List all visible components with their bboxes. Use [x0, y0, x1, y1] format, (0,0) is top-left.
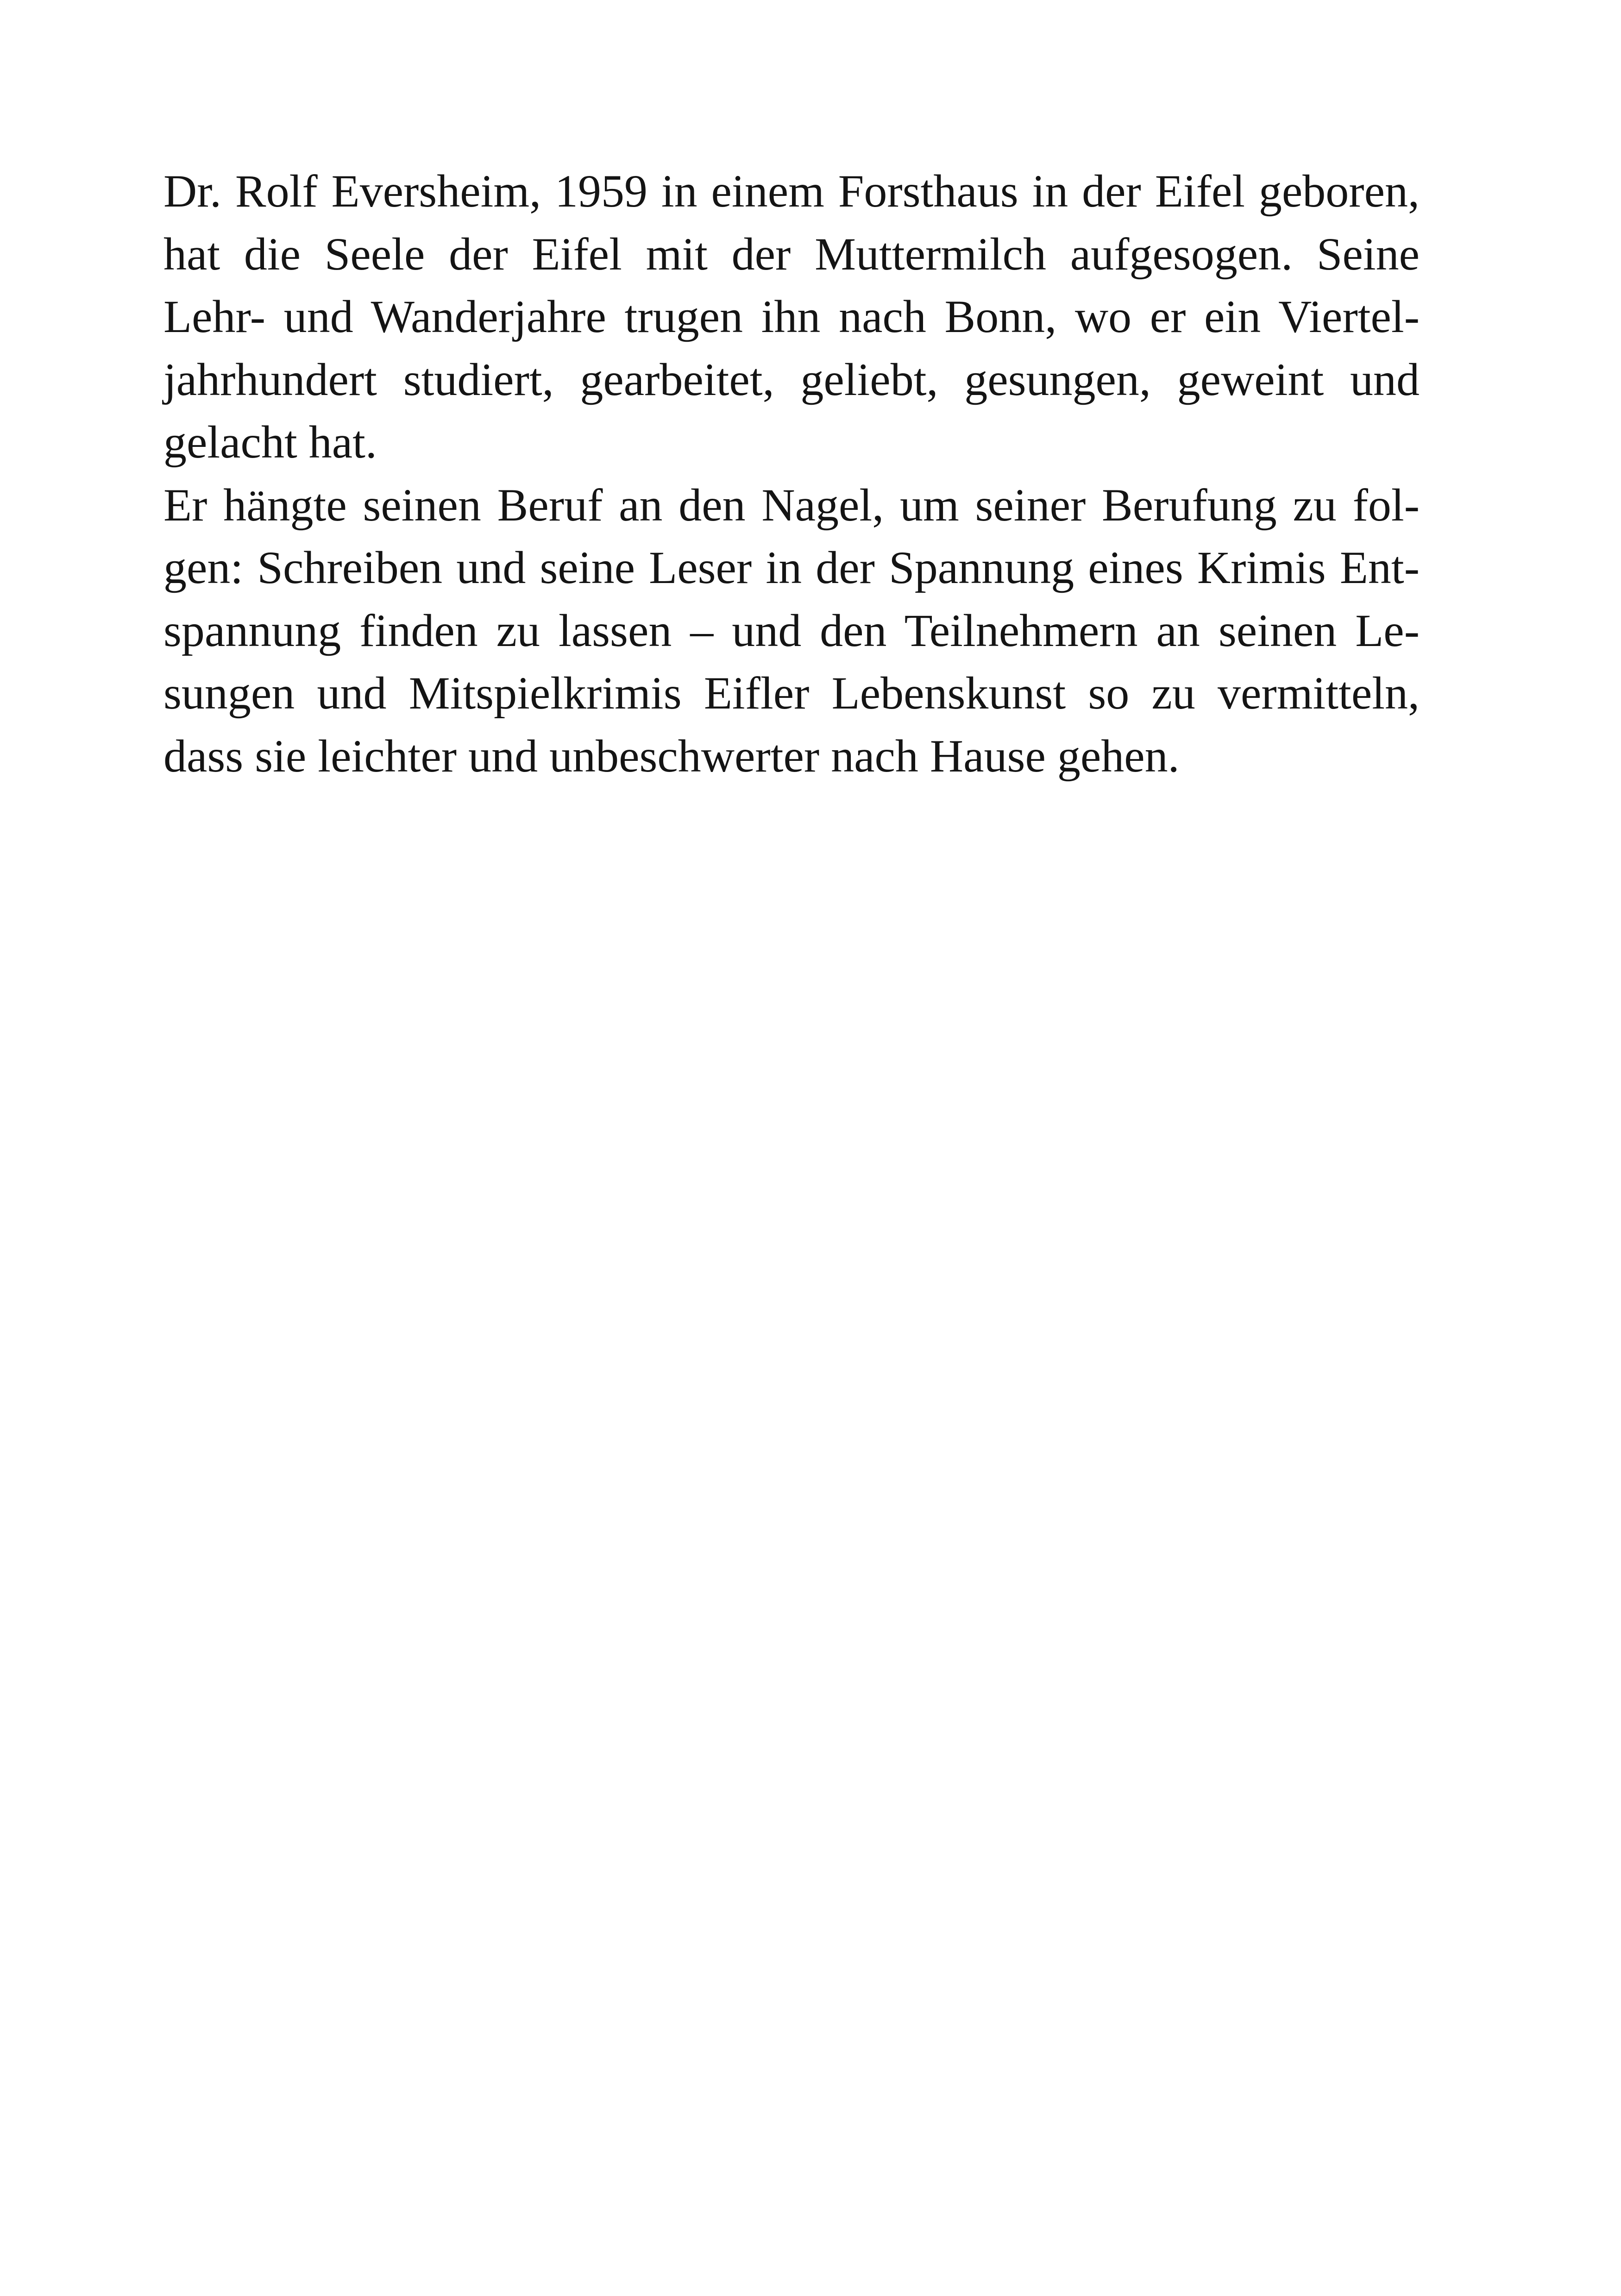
- bio-line-10: dass sie leichter und unbeschwerter nach Hause gehen.: [163, 730, 1180, 782]
- bio-line-8: spannung finden zu lassen – und den Teilnehmern an seinen Le-: [163, 604, 1420, 656]
- bio-line-2: hat die Seele der Eifel mit der Muttermilch aufgesogen. Seine: [163, 228, 1420, 280]
- bio-line-3: Lehr- und Wanderjahre trugen ihn nach Bonn, wo er ein Viertel-: [163, 291, 1420, 342]
- bio-line-5: gelacht hat.: [163, 416, 377, 468]
- bio-line-1: Dr. Rolf Eversheim, 1959 in einem Forsthaus in der Eifel geboren,: [163, 165, 1420, 217]
- author-bio: [163, 160, 1420, 787]
- bio-line-7: gen: Schreiben und seine Leser in der Spannung eines Krimis Ent-: [163, 542, 1420, 593]
- bio-line-6: Er hängte seinen Beruf an den Nagel, um seiner Berufung zu fol-: [163, 479, 1420, 531]
- bio-line-4: jahrhundert studiert, gearbeitet, geliebt, gesungen, geweint und: [163, 353, 1420, 405]
- bio-line-9: sungen und Mitspielkrimis Eifler Lebenskunst so zu vermitteln,: [163, 667, 1420, 719]
